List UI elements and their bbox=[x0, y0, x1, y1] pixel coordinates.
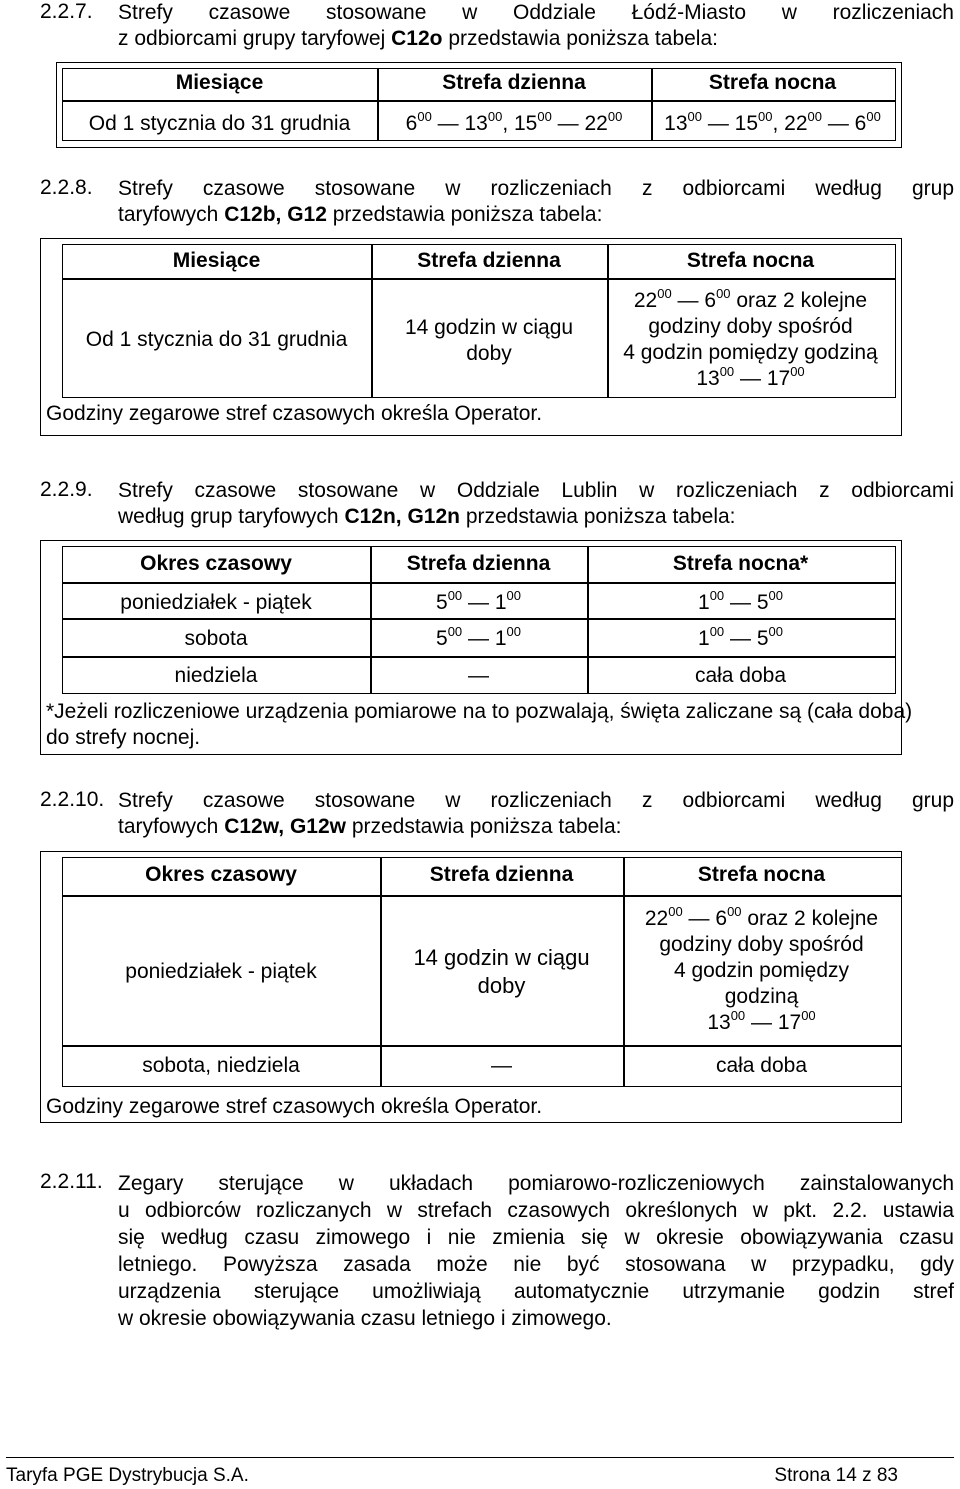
section-line: w okresie obowiązywania czasu letniego i zimowego. bbox=[118, 1307, 612, 1330]
section-number: 2.2.10. bbox=[40, 788, 105, 811]
section-number: 2.2.8. bbox=[40, 176, 93, 199]
table-cell: — bbox=[468, 664, 489, 687]
section-text bbox=[118, 1170, 954, 1332]
table-note: Godziny zegarowe stref czasowych określa Operator. bbox=[46, 402, 543, 425]
table-cell: 14 godzin w ciągu doby bbox=[404, 316, 574, 365]
table-cell: $5^{00}$ — $1^{00}$ bbox=[436, 588, 521, 614]
column-header: Strefa nocna bbox=[708, 71, 837, 94]
section-line: letniego. Powyższa zasada może nie być stosowana w przypadku, gdy bbox=[118, 1253, 954, 1276]
table-cell: poniedziałek - piątek bbox=[120, 591, 312, 614]
table-cell: Od 1 stycznia do 31 grudnia bbox=[85, 328, 348, 351]
column-header: Strefa dzienna bbox=[442, 71, 586, 94]
section-line: Strefy czasowe stosowane w rozliczeniach z odbiorcami według grup bbox=[118, 177, 954, 200]
column-header: Strefa dzienna bbox=[429, 863, 574, 886]
section-number: 2.2.9. bbox=[40, 478, 93, 501]
column-header: Okres czasowy bbox=[140, 552, 292, 575]
footnote: do strefy nocnej. bbox=[46, 726, 201, 749]
table-cell: sobota bbox=[184, 627, 248, 650]
column-header: Miesiące bbox=[175, 71, 264, 94]
column-header: Strefa dzienna bbox=[406, 552, 551, 575]
table-note: Godziny zegarowe stref czasowych określa Operator. bbox=[46, 1095, 543, 1118]
section-line: się według czasu zimowego i nie zmienia się w okresie obowiązywania czasu bbox=[118, 1226, 954, 1249]
section-text bbox=[118, 478, 954, 530]
section-line: taryfowych C12b, G12 przedstawia poniższa tabela: bbox=[118, 203, 603, 226]
section-line: taryfowych C12w, G12w przedstawia poniższa tabela: bbox=[118, 815, 622, 838]
section-text bbox=[118, 788, 954, 840]
table-cell: — bbox=[491, 1054, 512, 1077]
section-line: według grup taryfowych C12n, G12n przedstawia poniższa tabela: bbox=[118, 505, 736, 528]
column-header: Strefa nocna* bbox=[672, 552, 809, 575]
table-cell: $5^{00}$ — $1^{00}$ bbox=[436, 624, 521, 650]
table-cell: poniedziałek - piątek bbox=[125, 960, 317, 983]
section-line: u odbiorców rozliczanych w strefach czasowych określonych w pkt. 2.2. ustawia bbox=[118, 1199, 954, 1222]
section-line: Strefy czasowe stosowane w rozliczeniach z odbiorcami według grup bbox=[118, 789, 954, 812]
section-line: z odbiorcami grupy taryfowej C12o przedstawia poniższa tabela: bbox=[118, 27, 718, 50]
table-cell: cała doba bbox=[715, 1054, 808, 1077]
table-cell: cała doba bbox=[694, 664, 787, 687]
table-cell: $1^{00}$ — $5^{00}$ bbox=[698, 588, 783, 614]
footnote: *Jeżeli rozliczeniowe urządzenia pomiarowe na to pozwalają, święta zaliczane są (cała doba) bbox=[46, 700, 913, 723]
section-text bbox=[118, 0, 954, 52]
section-line: Strefy czasowe stosowane w Oddziale Lublin w rozliczeniach z odbiorcami bbox=[118, 479, 954, 502]
table-cell: 14 godzin w ciągu doby bbox=[413, 945, 590, 998]
table-cell: sobota, niedziela bbox=[142, 1054, 300, 1077]
section-line: Strefy czasowe stosowane w Oddziale Łódź-Miasto w rozliczeniach bbox=[118, 1, 954, 24]
column-header: Okres czasowy bbox=[145, 863, 297, 886]
table-cell: $6^{00}$ — $13^{00}$, $15^{00}$ — $22^{00}$ bbox=[405, 109, 623, 135]
table-cell: $13^{00}$ — $15^{00}$, $22^{00}$ — $6^{00}$ bbox=[664, 109, 881, 135]
section-line: urządzenia sterujące umożliwiają automatycznie utrzymanie godzin stref bbox=[118, 1280, 954, 1303]
section-line: Zegary sterujące w układach pomiarowo-rozliczeniowych zainstalowanych bbox=[118, 1172, 954, 1195]
table-cell: $22^{00}$ — $6^{00}$ oraz 2 kolejne godziny doby spośród 4 godzin pomiędzy godziną $13^{00}$ — $17^{00}$ bbox=[623, 286, 878, 390]
column-header: Strefa nocna bbox=[697, 863, 826, 886]
column-header: Strefa dzienna bbox=[417, 249, 561, 272]
table-cell: Od 1 stycznia do 31 grudnia bbox=[88, 112, 351, 135]
column-header: Strefa nocna bbox=[686, 249, 815, 272]
table-cell: $22^{00}$ — $6^{00}$ oraz 2 kolejne godziny doby spośród 4 godzin pomiędzy godziną $13^{00}$ — $17^{00}$ bbox=[644, 904, 879, 1034]
section-text bbox=[118, 176, 954, 228]
table-cell: $1^{00}$ — $5^{00}$ bbox=[698, 624, 783, 650]
page-number: Strona 14 z 83 bbox=[774, 1465, 898, 1486]
footer-divider bbox=[6, 1457, 954, 1458]
section-number: 2.2.7. bbox=[40, 0, 93, 23]
column-header: Miesiące bbox=[172, 249, 261, 272]
section-number: 2.2.11. bbox=[40, 1170, 103, 1193]
footer-left: Taryfa PGE Dystrybucja S.A. bbox=[6, 1465, 249, 1486]
table-cell: niedziela bbox=[174, 664, 258, 687]
